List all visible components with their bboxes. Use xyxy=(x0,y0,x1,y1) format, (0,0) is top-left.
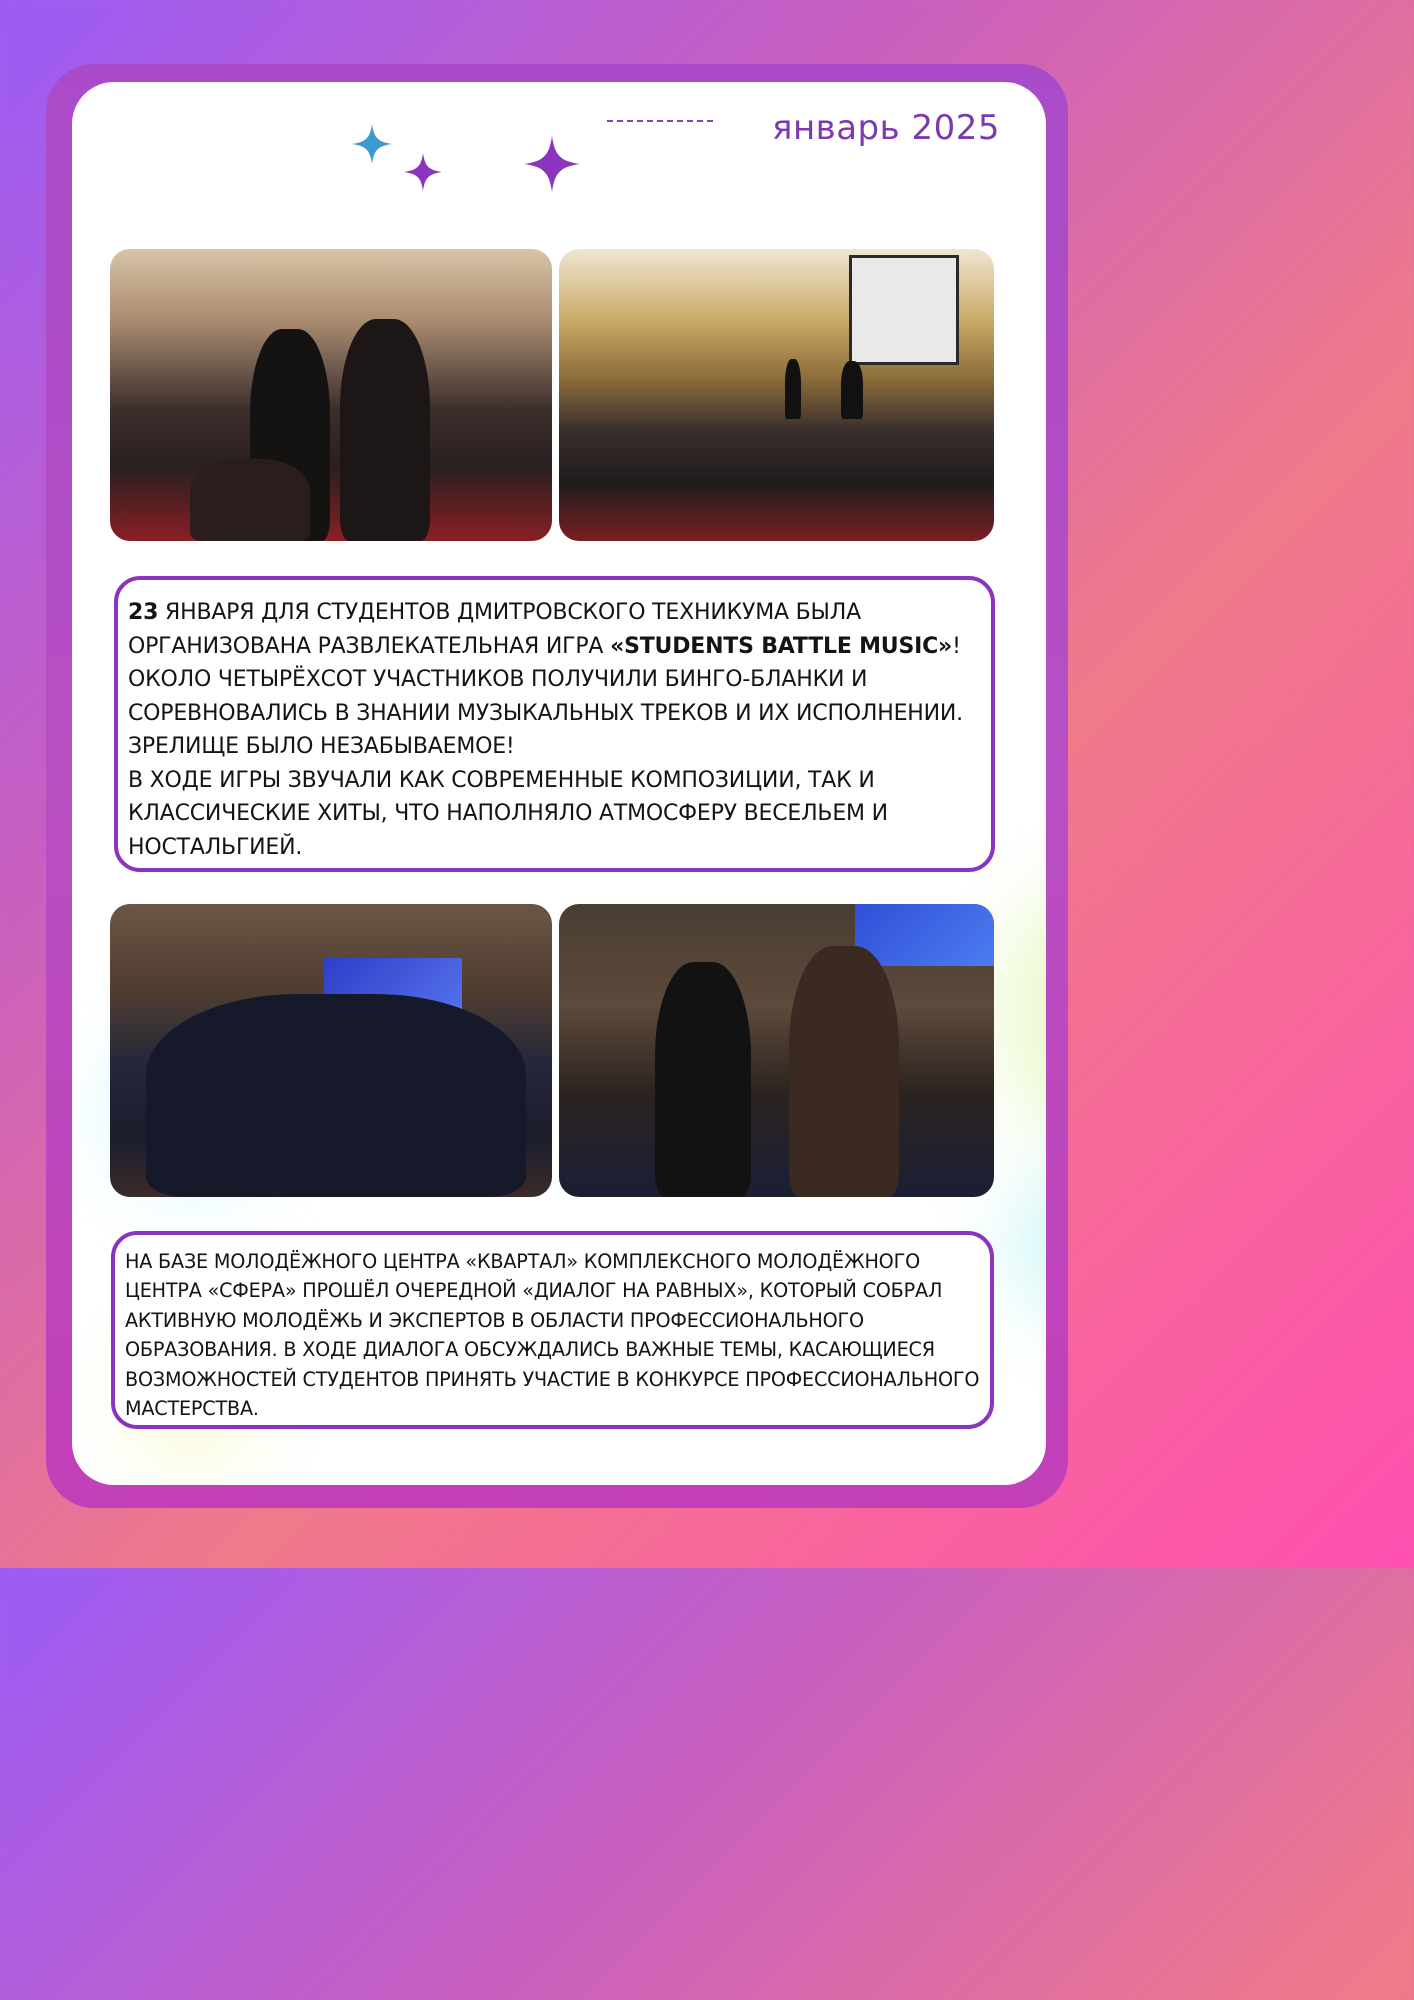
article-2 xyxy=(111,1231,994,1429)
photo-group xyxy=(110,904,552,1197)
photo-stage-hall xyxy=(559,249,994,541)
photo-dialog xyxy=(559,904,994,1197)
article-1-paragraph-1 xyxy=(128,596,977,764)
article-1 xyxy=(114,576,995,872)
sparkle-icon xyxy=(404,153,442,191)
sparkle-icon xyxy=(524,136,580,192)
article-1-date: 23 xyxy=(128,600,159,625)
wall-screen xyxy=(855,904,994,966)
issue-date: январь 2025 xyxy=(771,108,1000,148)
article-1-text: ! ОКОЛО ЧЕТЫРЁХСОТ УЧАСТНИКОВ ПОЛУЧИЛИ БИНГО-БЛАНКИ И СОРЕВНОВАЛИСЬ В ЗНАНИИ МУЗЫКАЛЬНЫХ ТРЕКОВ И ИХ ИСПОЛНЕНИИ. ЗРЕЛИЩЕ БЫЛО НЕЗАБЫВАЕМОЕ! xyxy=(128,633,963,759)
article-2-paragraph: НА БАЗЕ МОЛОДЁЖНОГО ЦЕНТРА «КВАРТАЛ» КОМПЛЕКСНОГО МОЛОДЁЖНОГО ЦЕНТРА «СФЕРА» ПРОШЁЛ ОЧЕРЕДНОЙ «ДИАЛОГ НА РАВНЫХ», КОТОРЫЙ СОБРАЛ АКТИВНУЮ МОЛОДЁЖЬ И ЭКСПЕРТОВ В ОБЛАСТИ ПРОФЕССИОНАЛЬНОГО ОБРАЗОВАНИЯ. В ХОДЕ ДИАЛОГА ОБСУЖДАЛИСЬ ВАЖНЫЕ ТЕМЫ, КАСАЮЩИЕСЯ ВОЗМОЖНОСТЕЙ СТУДЕНТОВ ПРИНЯТЬ УЧАСТИЕ В КОНКУРСЕ ПРОФЕССИОНАЛЬНОГО МАСТЕРСТВА. xyxy=(125,1250,980,1421)
article-1-paragraph-2: В ХОДЕ ИГРЫ ЗВУЧАЛИ КАК СОВРЕМЕННЫЕ КОМПОЗИЦИИ, ТАК И КЛАССИЧЕСКИЕ ХИТЫ, ЧТО НАПОЛНЯЛО АТМОСФЕРУ ВЕСЕЛЬЕМ И НОСТАЛЬГИЕЙ. xyxy=(128,767,888,860)
article-1-text: ЯНВАРЯ ДЛЯ СТУДЕНТОВ ДМИТРОВСКОГО ТЕХНИКУМА БЫЛА ОРГАНИЗОВАНА РАЗВЛЕКАТЕЛЬНАЯ ИГРА xyxy=(128,600,861,659)
projection-screen xyxy=(849,255,959,365)
decor-glow xyxy=(1012,1162,1046,1322)
dashed-divider xyxy=(607,120,713,122)
article-1-event-name: «STUDENTS BATTLE MUSIC» xyxy=(610,633,953,659)
sparkle-icon xyxy=(352,124,392,164)
photo-audience-game xyxy=(110,249,552,541)
decor-glow xyxy=(1002,882,1046,1142)
